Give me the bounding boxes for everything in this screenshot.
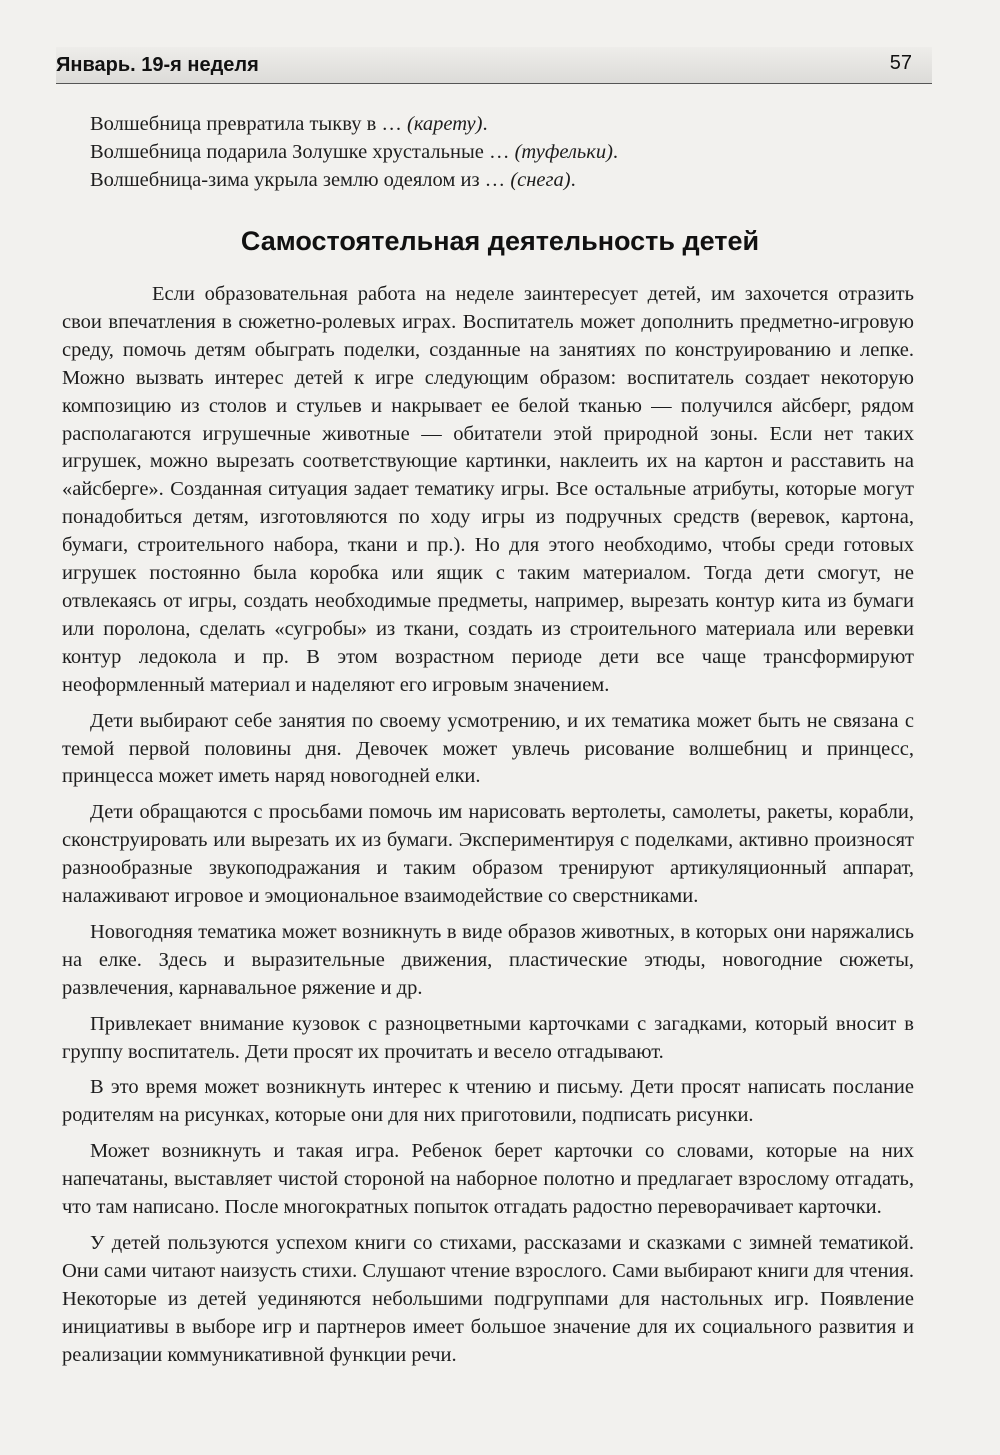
example-answer: (туфельки) [514,141,613,163]
paragraph: Дети обращаются с просьбами помочь им нарисовать вертолеты, самолеты, ракеты, корабли, сконструировать или вырезать их из бумаги. Экспериментируя с поделками, активно произносят разнообразные звукоподражания и таким образом тренируют артикуляционный аппарат, налаживают игровое и эмоциональное взаимодействие со сверстниками. [62,801,914,908]
paragraph: У детей пользуются успехом книги со стихами, рассказами и сказками с зимней тематикой. Они сами читают наизусть стихи. Слушают чтение взрослого. Сами выбирают книги для чтения. Некоторые из детей уединяются небольшими подгруппами для настольных игр. Появление инициативы в выборе игр и партнеров имеет большое значение для их социального развития и реализации коммуникативной функции речи. [62,1232,914,1366]
page-header [56,47,932,84]
paragraph: Новогодняя тематика может возникнуть в виде образов животных, в которых они наряжались на елке. Здесь и выразительные движения, пластические этюды, новогодние сюжеты, развлечения, карнавальное ряжение и др. [62,920,914,999]
body-text [62,281,914,1378]
example-line: Волшебница подарила Золушке хрустальные … (туфельки). [90,141,619,163]
example-answer: (карету) [407,113,483,135]
riddle-examples [90,110,618,194]
section-title: Самостоятельная деятельность детей [240,226,760,256]
example-line: Волшебница превратила тыкву в … (карету). [90,113,488,135]
paragraph: Если образовательная работа на неделе заинтересует детей, им захочется отразить свои впечатления в сюжетно-ролевых играх. Воспитатель может дополнить предметно-игровую среду, помочь детям обыграть поделки, созданные на занятиях по конструированию и лепке. Можно вызвать интерес детей к игре следующим образом: воспитатель создает некоторую композицию из столов и стульев и накрывает ее белой тканью — получился айсберг, рядом располагаются игрушечные животные — обитатели этой природной зоны. Если нет таких игрушек, можно вырезать соответствующие картинки, наклеить их на картон и расставить на «айсберге». Созданная ситуация задает тематику игры. Все остальные атрибуты, которые могут понадобиться детям, изготовляются по ходу игры из подручных средств (веревок, картона, бумаги, строительного набора, ткани и пр.). Но для этого необходимо, чтобы среди готовых игрушек постоянно была коробка или ящик с таким материалом. Тогда дети смогут, не отвлекаясь от игры, создать необходимые предметы, например, вырезать контур кита из бумаги или поролона, сделать «сугробы» из ткани, создать из строительного материала или веревки контур ледокола и пр. В этом возрастном периоде дети все чаще трансформируют неоформленный материал и наделяют его игровым значением. [62,283,914,696]
example-line: Волшебница-зима укрыла землю одеялом из … (снега). [90,169,576,191]
page-number: 57 [889,52,912,74]
example-answer: (снега) [510,169,571,191]
paragraph: Может возникнуть и такая игра. Ребенок берет карточки со словами, которые на них напечатаны, выставляет чистой стороной на наборное полотно и предлагает взрослому отгадать, что там написано. После многократных попыток отгадать радостно переворачивает карточки. [62,1140,914,1219]
running-title: Январь. 19-я неделя [56,54,259,76]
paragraph: Привлекает внимание кузовок с разноцветными карточками с загадками, который вносит в группу воспитатель. Дети просят их прочитать и весело отгадывают. [62,1012,914,1063]
paragraph: Дети выбирают себе занятия по своему усмотрению, и их тематика может быть не связана с темой первой половины дня. Девочек может увлечь рисование волшебниц и принцесс, принцесса может иметь наряд новогодней елки. [62,709,914,788]
paragraph: В это время может возникнуть интерес к чтению и письму. Дети просят написать послание родителям на рисунках, которые они для них приготовили, подписать рисунки. [62,1076,914,1127]
